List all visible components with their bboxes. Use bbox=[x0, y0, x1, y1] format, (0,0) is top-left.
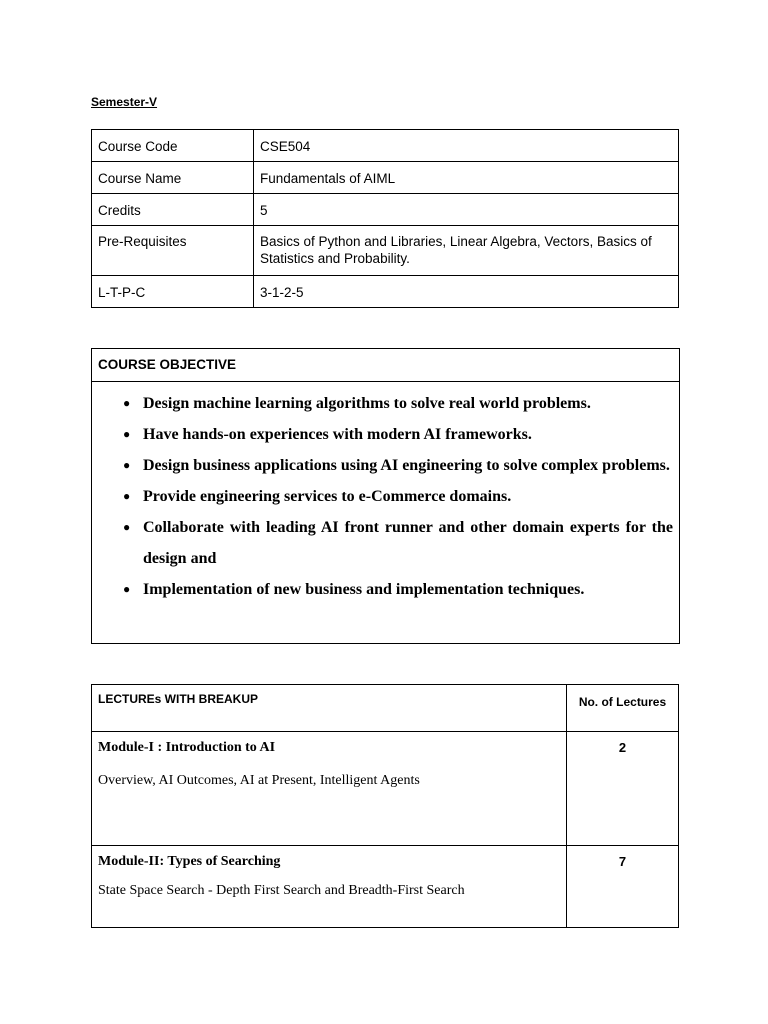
course-name-row bbox=[92, 162, 679, 194]
objective-text: Design business applications using AI engineering to solve complex problems. bbox=[143, 457, 670, 474]
objective-list bbox=[92, 382, 679, 605]
module-row bbox=[92, 732, 679, 846]
module-row bbox=[92, 846, 679, 928]
objective-item bbox=[92, 450, 673, 481]
objective-item bbox=[92, 481, 673, 512]
credits-value: 5 bbox=[254, 194, 679, 226]
objective-text: Provide engineering services to e-Commerce domains. bbox=[143, 488, 512, 505]
prerequisites-row bbox=[92, 226, 679, 276]
prerequisites-label: Pre-Requisites bbox=[92, 226, 254, 276]
bullet-icon: ● bbox=[123, 427, 131, 441]
objective-text: Implementation of new business and implementation techniques. bbox=[143, 581, 585, 598]
module-title: Module-I : Introduction to AI bbox=[98, 740, 276, 755]
course-code-row bbox=[92, 130, 679, 162]
ltpc-label: L-T-P-C bbox=[92, 276, 254, 308]
bullet-icon: ● bbox=[123, 458, 131, 472]
objective-item bbox=[92, 388, 673, 419]
objective-item bbox=[92, 419, 673, 450]
module-lecture-count: 2 bbox=[567, 732, 679, 846]
module-cell bbox=[92, 846, 567, 928]
module-description: State Space Search - Depth First Search and Breadth-First Search bbox=[98, 883, 465, 898]
module-cell bbox=[92, 732, 567, 846]
prerequisites-value: Basics of Python and Libraries, Linear Algebra, Vectors, Basics of Statistics and Probability. bbox=[254, 226, 679, 276]
bullet-icon: ● bbox=[123, 582, 131, 596]
module-description: Overview, AI Outcomes, AI at Present, Intelligent Agents bbox=[98, 773, 420, 788]
course-objective-box bbox=[91, 348, 680, 644]
credits-label: Credits bbox=[92, 194, 254, 226]
ltpc-value: 3-1-2-5 bbox=[254, 276, 679, 308]
course-name-label: Course Name bbox=[92, 162, 254, 194]
objective-item bbox=[92, 574, 673, 605]
course-code-label: Course Code bbox=[92, 130, 254, 162]
bullet-icon: ● bbox=[123, 396, 131, 410]
objective-text: Have hands-on experiences with modern AI frameworks. bbox=[143, 426, 532, 443]
semester-heading: Semester-V bbox=[91, 95, 158, 109]
lecture-count-heading: No. of Lectures bbox=[567, 685, 679, 732]
credits-row bbox=[92, 194, 679, 226]
bullet-icon: ● bbox=[123, 489, 131, 503]
bullet-icon: ● bbox=[123, 520, 131, 534]
objective-item bbox=[92, 512, 673, 574]
objective-text: Design machine learning algorithms to solve real world problems. bbox=[143, 395, 591, 412]
module-lecture-count: 7 bbox=[567, 846, 679, 928]
lectures-header-row bbox=[92, 685, 679, 732]
course-code-value: CSE504 bbox=[254, 130, 679, 162]
ltpc-row bbox=[92, 276, 679, 308]
lectures-heading: LECTUREs WITH BREAKUP bbox=[92, 685, 567, 732]
course-name-value: Fundamentals of AIML bbox=[254, 162, 679, 194]
lectures-table bbox=[91, 684, 679, 928]
objective-text: Collaborate with leading AI front runner and other domain experts for the design and bbox=[143, 519, 673, 567]
course-objective-heading: COURSE OBJECTIVE bbox=[92, 349, 679, 382]
course-info-table bbox=[91, 129, 679, 308]
module-title: Module-II: Types of Searching bbox=[98, 854, 281, 869]
